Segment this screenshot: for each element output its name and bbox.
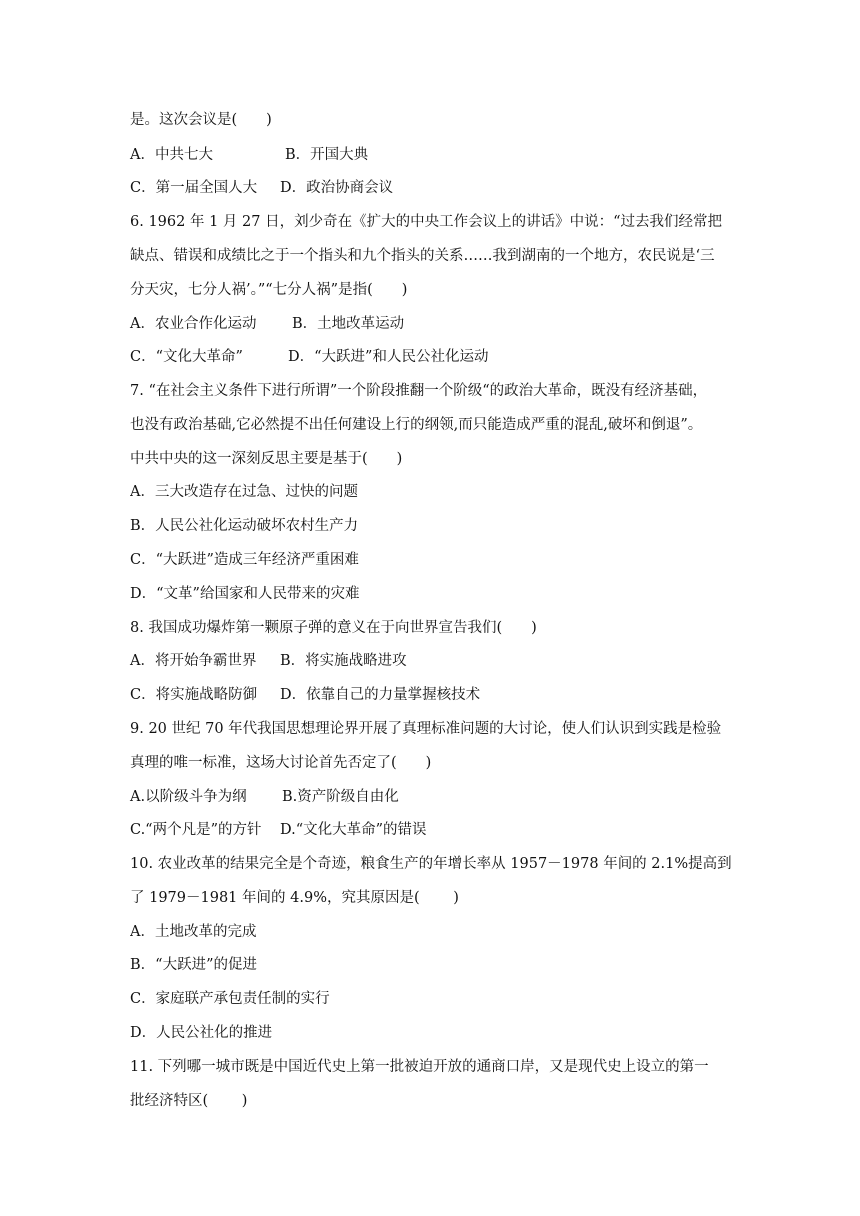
q5-options-row-1 (130, 145, 368, 165)
q10-stem-line-2: 了 1979－1981 年间的 4.9%，究其原因是( ) (130, 890, 459, 906)
q10-stem-line-1: 10. 农业改革的结果完全是个奇迹，粮食生产的年增长率从 1957－1978 年间的 2.1%提高到 (130, 856, 732, 872)
q6-stem-line-1: 6. 1962 年 1 月 27 日，刘少奇在《扩大的中央工作会议上的讲话》中说：“过去我们经常把 (130, 214, 722, 230)
q5-stem-tail: 是。这次会议是( ) (130, 112, 272, 128)
q5-option-a: A．中共七大 (130, 147, 213, 163)
q8-option-c: C．将实施战略防御 (130, 687, 258, 703)
q6-stem-line-3: 分天灾，七分人祸’。”“七分人祸”是指( ) (130, 282, 408, 298)
q6-stem-line-2: 缺点、错误和成绩比之于一个指头和九个指头的关系……我到湖南的一个地方，农民说是‘三 (130, 248, 715, 264)
q8-option-b: B．将实施战略进攻 (280, 653, 407, 669)
q10-option-d: D．人民公社化的推进 (130, 1025, 273, 1041)
q7-option-a: A．三大改造存在过急、过快的问题 (130, 484, 358, 500)
q11-stem-line-1: 11. 下列哪一城市既是中国近代史上第一批被迫开放的通商口岸，又是现代史上设立的第一 (130, 1059, 709, 1075)
q9-option-b: B.资产阶级自由化 (282, 789, 399, 805)
q9-option-c: C.“两个凡是”的方针 (130, 822, 262, 838)
q9-stem-line-1: 9. 20 世纪 70 年代我国思想理论界开展了真理标准问题的大讨论，使人们认识到实践是检验 (130, 721, 722, 737)
q7-option-c: C．“大跃进”造成三年经济严重困难 (130, 552, 359, 568)
q11-stem-line-2: 批经济特区( ) (130, 1093, 248, 1109)
q5-option-c: C．第一届全国人大 (130, 180, 258, 196)
q5-option-d: D．政治协商会议 (280, 180, 394, 196)
q6-options-row-1 (130, 314, 404, 334)
q6-option-b: B．土地改革运动 (292, 316, 405, 332)
q9-stem-line-2: 真理的唯一标准，这场大讨论首先否定了( ) (130, 755, 432, 771)
q9-options-row-1 (130, 787, 399, 807)
q7-stem-line-2: 也没有政治基础,它必然提不出任何建设上行的纲领,而只能造成严重的混乱,破坏和倒退”。 (130, 417, 703, 433)
q6-options-row-2 (130, 347, 488, 367)
q8-options-row-2 (130, 685, 480, 705)
q8-option-a: A．将开始争霸世界 (130, 653, 257, 669)
q8-options-row-1 (130, 651, 407, 671)
q8-option-d: D．依靠自己的力量掌握核技术 (280, 687, 481, 703)
q7-stem-line-1: 7. “在社会主义条件下进行所谓”一个阶段推翻一个阶级“的政治大革命，既没有经济基础， (130, 383, 708, 399)
q7-option-d: D．“文革”给国家和人民带来的灾难 (130, 586, 360, 602)
q10-option-a: A．土地改革的完成 (130, 924, 257, 940)
q5-options-row-2 (130, 178, 393, 198)
q9-option-d: D.“文化大革命”的错误 (280, 822, 427, 838)
q10-option-c: C．家庭联产承包责任制的实行 (130, 991, 330, 1007)
q7-stem-line-3: 中共中央的这一深刻反思主要是基于( ) (130, 451, 403, 467)
q8-stem-line-1: 8. 我国成功爆炸第一颗原子弹的意义在于向世界宣告我们( ) (130, 620, 537, 636)
q9-option-a: A.以阶级斗争为纲 (130, 789, 247, 805)
q7-option-b: B．人民公社化运动破坏农村生产力 (130, 518, 359, 534)
q5-option-b: B．开国大典 (285, 147, 369, 163)
q6-option-c: C．“文化大革命” (130, 349, 243, 365)
q6-option-a: A．农业合作化运动 (130, 316, 257, 332)
q10-option-b: B．“大跃进”的促进 (130, 957, 257, 973)
q9-options-row-2 (130, 820, 427, 840)
q6-option-d: D．“大跃进”和人民公社化运动 (288, 349, 489, 365)
